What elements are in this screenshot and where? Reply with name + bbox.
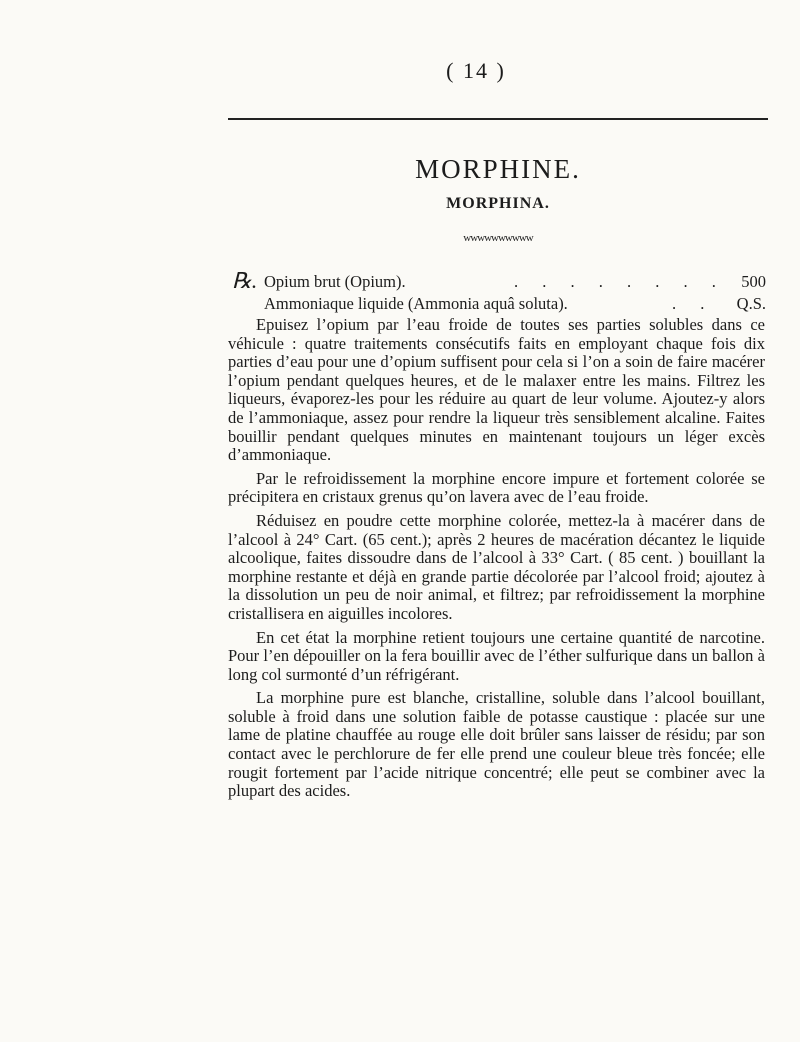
paragraph: Par le refroidissement la morphine encore impure et fortement colorée se précipitera en cristaux grenus qu’on lavera avec de l’eau froide. <box>228 468 765 507</box>
ornament-divider: wwwwwwwwww <box>463 232 533 244</box>
page-number: ( 14 ) <box>446 58 506 83</box>
leader-dots: . . <box>672 294 715 313</box>
paragraph: Epuisez l’opium par l’eau froide de toutes ses parties solubles dans ce véhicule : quatre traitements consécutifs faits en employant chaque fois dix parties d’eau pour une d’opium suffisent pour cela si l’on a soin de faire macérer l’opium pendant quelques heures, et de le malaxer entre les mains. Filtrez les liqueurs, évaporez-les pour les réduire au quart de leur volume. Ajoutez-y alors de l’ammoniaque, assez pour rendre la liqueur très sensiblement alcaline. Faites bouillir pendant quelques minutes en maintenant toujours un léger excès d’ammoniaque. <box>228 315 765 465</box>
ingredient-quantity: Q.S. <box>736 294 766 313</box>
prescription-line <box>232 294 772 316</box>
page-subtitle: MORPHINA. <box>446 195 550 212</box>
paragraph: Réduisez en poudre cette morphine colorée, mettez-la à macérer dans de l’alcool à 24° Cart. (65 cent.); après 2 heures de macération décantez le liquide alcoolique, faites dissoudre dans de l’alcool à 33° Cart. ( 85 cent. ) bouillant la morphine restante et déjà en grande partie décolorée par l’alcool froid; ajoutez à la dissolution un peu de noir animal, et filtrez; par refroidissement la morphine cristallisera en aiguilles incolores. <box>228 510 765 623</box>
ingredient-name: Ammoniaque liquide (Ammonia aquâ soluta). <box>264 294 568 313</box>
header-rule <box>228 118 768 120</box>
leader-dots: . . . . . . . . <box>514 272 726 291</box>
page-title: MORPHINE. <box>415 154 581 184</box>
recipe-symbol: ℞. <box>232 268 258 293</box>
prescription-line <box>232 268 772 294</box>
body-text <box>228 316 765 806</box>
ingredient-name: Opium brut (Opium). <box>264 272 406 291</box>
ingredient-quantity: 500 <box>741 272 766 291</box>
paragraph: En cet état la morphine retient toujours une certaine quantité de narcotine. Pour l’en dépouiller on la fera bouillir avec de l’éther sulfurique dans un ballon à long col surmonté d’un réfrigérant. <box>228 627 765 684</box>
paragraph: La morphine pure est blanche, cristalline, soluble dans l’alcool bouillant, soluble à froid dans une solution faible de potasse caustique : placée sur une lame de platine chauffée au rouge elle doit brûler sans laisser de résidu; par son contact avec le perchlorure de fer elle prend une couleur bleue très foncée; elle rougit fortement par l’acide nitrique concentré; elle peut se combiner avec la plupart des acides. <box>228 688 765 801</box>
